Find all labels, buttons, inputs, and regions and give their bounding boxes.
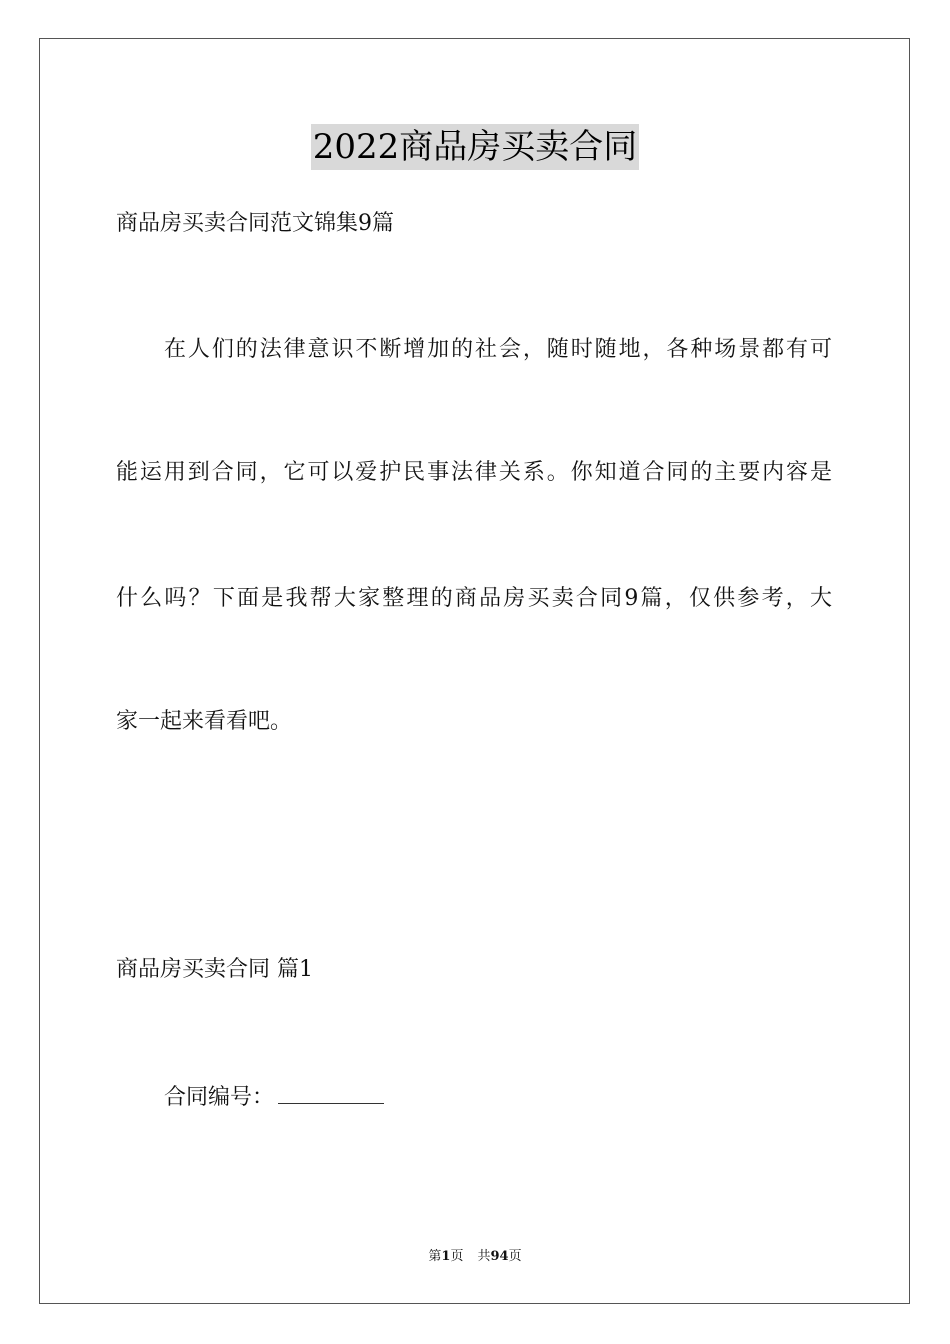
- contract-number-label: 合同编号：: [164, 1085, 275, 1110]
- intro-line-2: 能运用到合同，它可以爱护民事法律关系。你知道合同的主要内容是: [116, 460, 832, 485]
- footer-total-unit: 页: [508, 1249, 522, 1264]
- footer-page-prefix: 第: [428, 1249, 442, 1264]
- contract-number-blank: [278, 1081, 384, 1104]
- intro-line-1: 在人们的法律意识不断增加的社会，随时随地，各种场景都有可: [164, 337, 832, 362]
- document-subtitle: 商品房买卖合同范文锦集9篇: [116, 211, 394, 236]
- intro-line-4: 家一起来看看吧。: [116, 709, 293, 734]
- intro-line-3: 什么吗？下面是我帮大家整理的商品房买卖合同9篇，仅供参考，大: [116, 586, 832, 611]
- footer-page-unit: 页: [450, 1249, 464, 1264]
- footer-page-current: 1: [441, 1249, 451, 1264]
- footer-page-total: 94: [490, 1249, 509, 1264]
- section-heading: 商品房买卖合同 篇1: [116, 957, 313, 982]
- contract-number-row: [164, 1081, 384, 1113]
- title-container: [0, 124, 950, 170]
- footer-total-prefix: 共: [477, 1249, 491, 1264]
- document-title: 2022商品房买卖合同: [311, 124, 640, 170]
- page-footer: [0, 1248, 950, 1266]
